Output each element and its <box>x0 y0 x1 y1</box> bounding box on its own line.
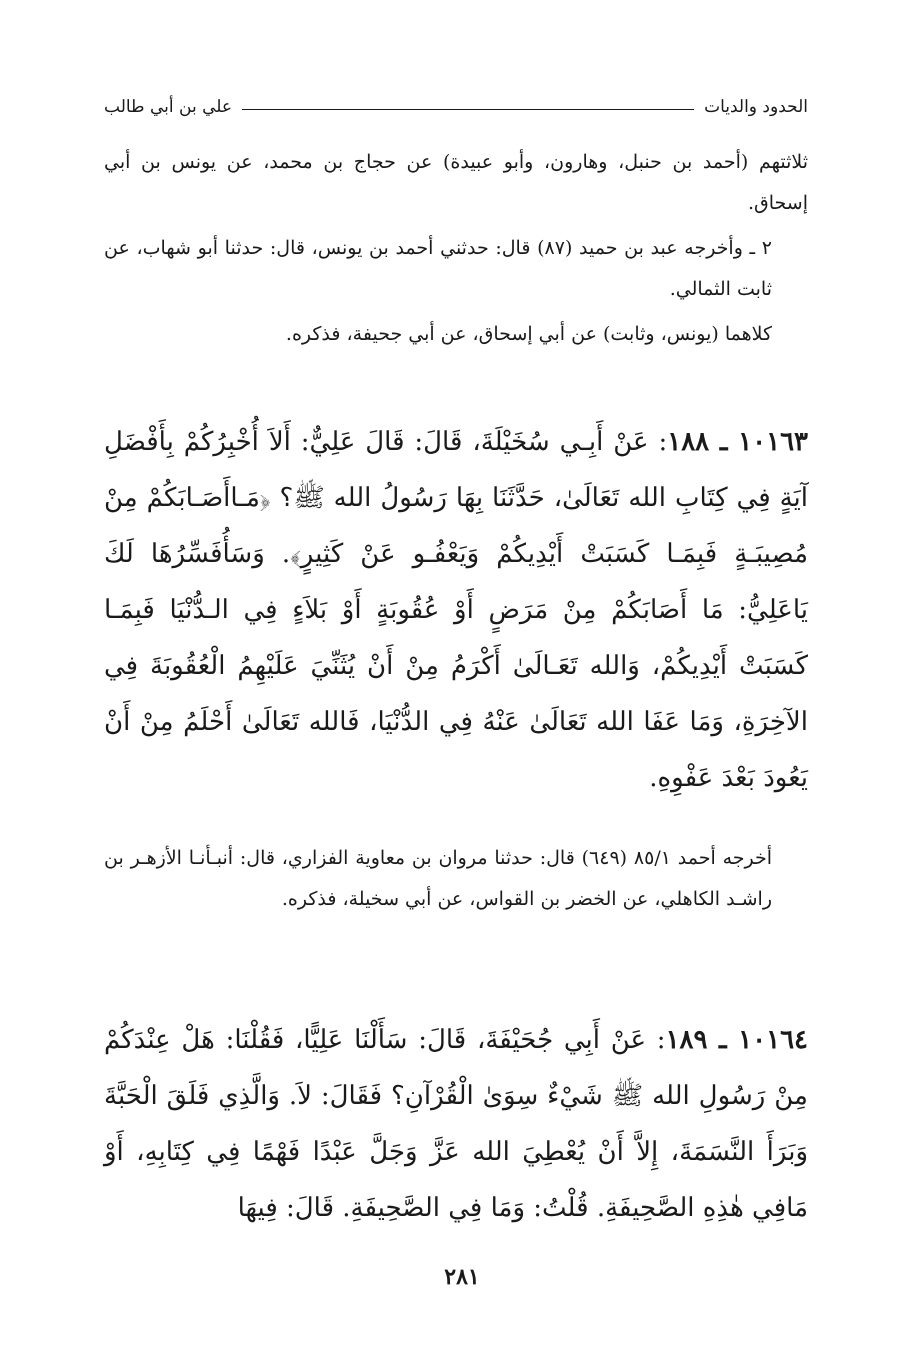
page-number: ٢٨١ <box>444 1264 480 1290</box>
note-paragraph-3: كلاهما (يونس، وثابت) عن أبي إسحاق، عن أبي جحيفة، فذكره. <box>285 323 772 345</box>
note-paragraph-2: ٢ ـ وأخرجه عبد بن حميد (٨٧) قال: حدثني أحمد بن يونس، قال: حدثنا أبو شهاب، عن ثابت الثمالي. <box>104 237 772 300</box>
hadith-block-2 <box>104 1012 808 1236</box>
header-rule <box>242 109 694 110</box>
running-header <box>104 92 808 122</box>
quran-verse: ﴿مَـاأَصَـابَكُمْ مِنْ مُصِيبَـةٍ فَبِمَـا كَسَبَتْ أَيْدِيكُمْ وَيَعْفُـو عَنْ كَثِيرٍ﴾ <box>104 483 808 569</box>
header-chapter-title: الحدود والديات <box>704 97 808 117</box>
hadith-2-paragraph <box>104 1012 808 1236</box>
note-paragraph-1: ثلاثتهم (أحمد بن حنبل، وهارون، وأبو عبيدة) عن حجاج بن محمد، عن يونس بن أبي إسحاق. <box>104 151 808 214</box>
hadith-2-text: : عَنْ أَبِي جُحَيْفَةَ، قَالَ: سَأَلْنَا عَلِيًّا، فَقُلْنَا: هَلْ عِنْدَكُمْ مِنْ رَسُولِ الله ﷺ شَيْءٌ سِوَىٰ الْقُرْآنِ؟ فَقَالَ: لاَ. وَالَّذِي فَلَقَ الْحَبَّةَ وَبَرَأَ النَّسَمَةَ، إِلاَّ أَنْ يُعْطِيَ الله عَزَّ وَجَلَّ عَبْدًا فَهْمًا فِي كِتَابِهِ، أَوْ مَافِي هٰذِهِ الصَّحِيفَةِ. قُلْتُ: وَمَا فِي الصَّحِيفَةِ. قَالَ: فِيهَا <box>104 1025 808 1223</box>
hadith-1-text-commentary: . وَسَأُفَسِّرُهَا لَكَ يَاعَلِيُّ: مَا أَصَابَكُمْ مِنْ مَرَضٍ أَوْ عُقُوبَةٍ أَوْ بَلاَءٍ فِي الـدُّنْيَا فَبِمَـا كَسَبَتْ أَيْدِيكُمْ، وَالله تَعَـالَىٰ أَكْرَمُ مِنْ أَنْ يُثَنِّيَ عَلَيْهِمُ الْعُقُوبَةَ فِي الآخِرَةِ، وَمَا عَفَا الله تَعَالَىٰ عَنْهُ فِي الدُّنْيَا، فَالله تَعَالَىٰ أَحْلَمُ مِنْ أَنْ يَعُودَ بَعْدَ عَفْوِهِ. <box>104 539 808 793</box>
hadith-2-number: ١٠١٦٤ ـ ١٨٩ <box>665 1025 808 1055</box>
footnote-block-top <box>104 142 808 355</box>
hadith-block-1 <box>104 414 808 806</box>
takhrij-block-1 <box>104 838 808 920</box>
takhrij-1-paragraph: أخرجه أحمد ٨٥/١ (٦٤٩) قال: حدثنا مروان بن معاوية الفزاري، قال: أنبـأنـا الأزهـر بن راشـد الكاهلي، عن الخضر بن القواس، عن أبي سخيلة، فذكره. <box>104 847 773 910</box>
hadith-1-text-intro: : عَنْ أَبِـي سُخَيْلَةَ، قَالَ: قَالَ عَلِيٌّ: أَلاَ أُخْبِرُكُمْ بِأَفْضَلِ آيَةٍ فِي كِتَابِ الله تَعَالَىٰ، حَدَّثَنَا بِهَا رَسُولُ الله ﷺ؟ <box>104 427 808 513</box>
hadith-1-number: ١٠١٦٣ ـ ١٨٨ <box>667 427 808 457</box>
hadith-1-paragraph <box>104 414 808 806</box>
header-book-title: علي بن أبي طالب <box>104 97 233 117</box>
